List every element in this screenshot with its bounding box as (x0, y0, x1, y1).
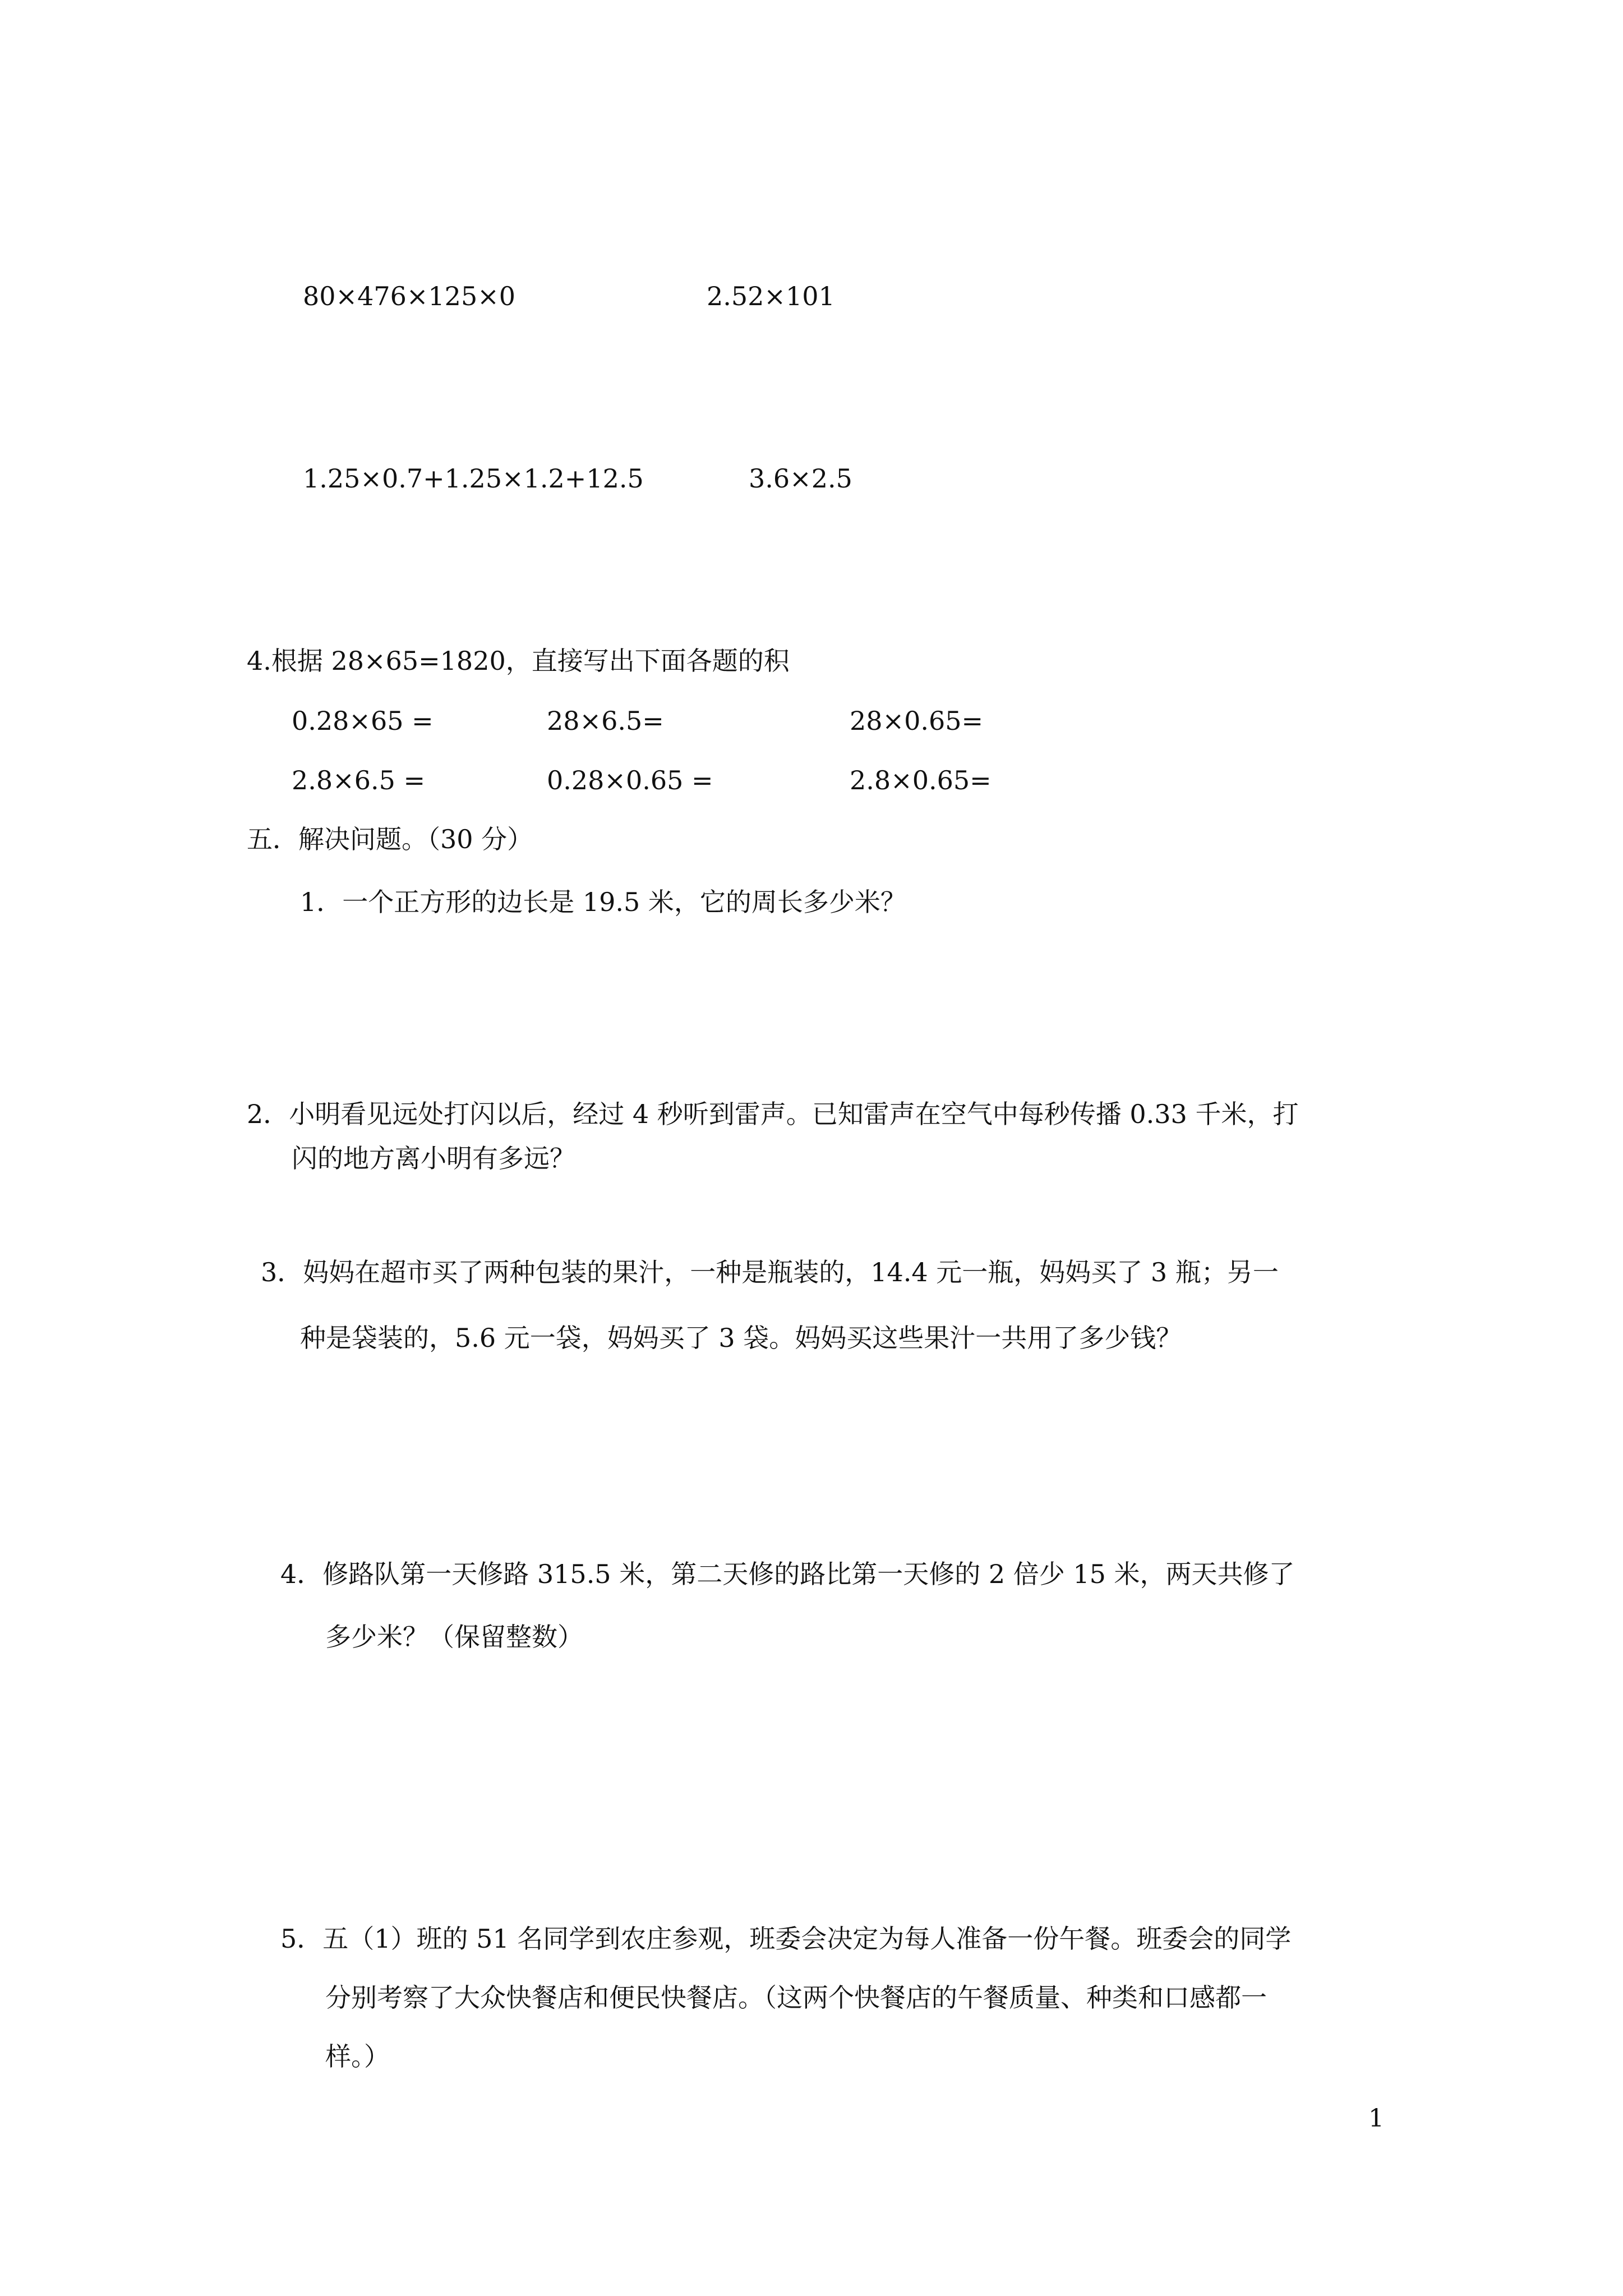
problem-1-line: 1．一个正方形的边长是 19.5 米，它的周长多少米？ (300, 887, 906, 917)
calc-expression: 3.6×2.5 (749, 463, 852, 494)
product-item: 28×0.65= (850, 706, 984, 736)
problem-5-line: 5．五（1）班的 51 名同学到农庄参观，班委会决定为每人准备一份午餐。班委会的同学 (280, 1924, 1292, 1954)
problem-5-line: 样。） (325, 2041, 390, 2072)
product-item: 2.8×6.5 = (292, 765, 426, 795)
problem-4-line: 多少米？（保留整数） (325, 1622, 583, 1652)
section-heading: 五．解决问题。（30 分） (247, 824, 533, 854)
problem-2-line: 2．小明看见远处打闪以后，经过 4 秒听到雷声。已知雷声在空气中每秒传播 0.33 千米，打 (247, 1099, 1299, 1129)
problem-4-line: 4．修路队第一天修路 315.5 米，第二天修的路比第一天修的 2 倍少 15 米，两天共修了 (280, 1559, 1295, 1589)
calc-expression: 2.52×101 (707, 281, 835, 311)
problem-3-line: 种是袋装的，5.6 元一袋，妈妈买了 3 袋。妈妈买这些果汁一共用了多少钱？ (300, 1323, 1182, 1353)
problem-3-line: 3．妈妈在超市买了两种包装的果汁，一种是瓶装的，14.4 元一瓶，妈妈买了 3 瓶；另一 (261, 1257, 1279, 1287)
question-4-prompt: 4.根据 28×65=1820，直接写出下面各题的积 (247, 646, 790, 676)
problem-5-line: 分别考察了大众快餐店和便民快餐店。（这两个快餐店的午餐质量、种类和口感都一 (325, 1982, 1267, 2013)
page-number: 1 (1368, 2104, 1384, 2133)
product-item: 0.28×0.65 = (547, 765, 713, 795)
calc-expression: 1.25×0.7+1.25×1.2+12.5 (303, 463, 644, 494)
problem-2-line: 闪的地方离小明有多远？ (292, 1143, 575, 1174)
calc-expression: 80×476×125×0 (303, 281, 516, 311)
product-item: 0.28×65 = (292, 706, 434, 736)
product-item: 2.8×0.65= (850, 765, 992, 795)
product-item: 28×6.5= (547, 706, 664, 736)
